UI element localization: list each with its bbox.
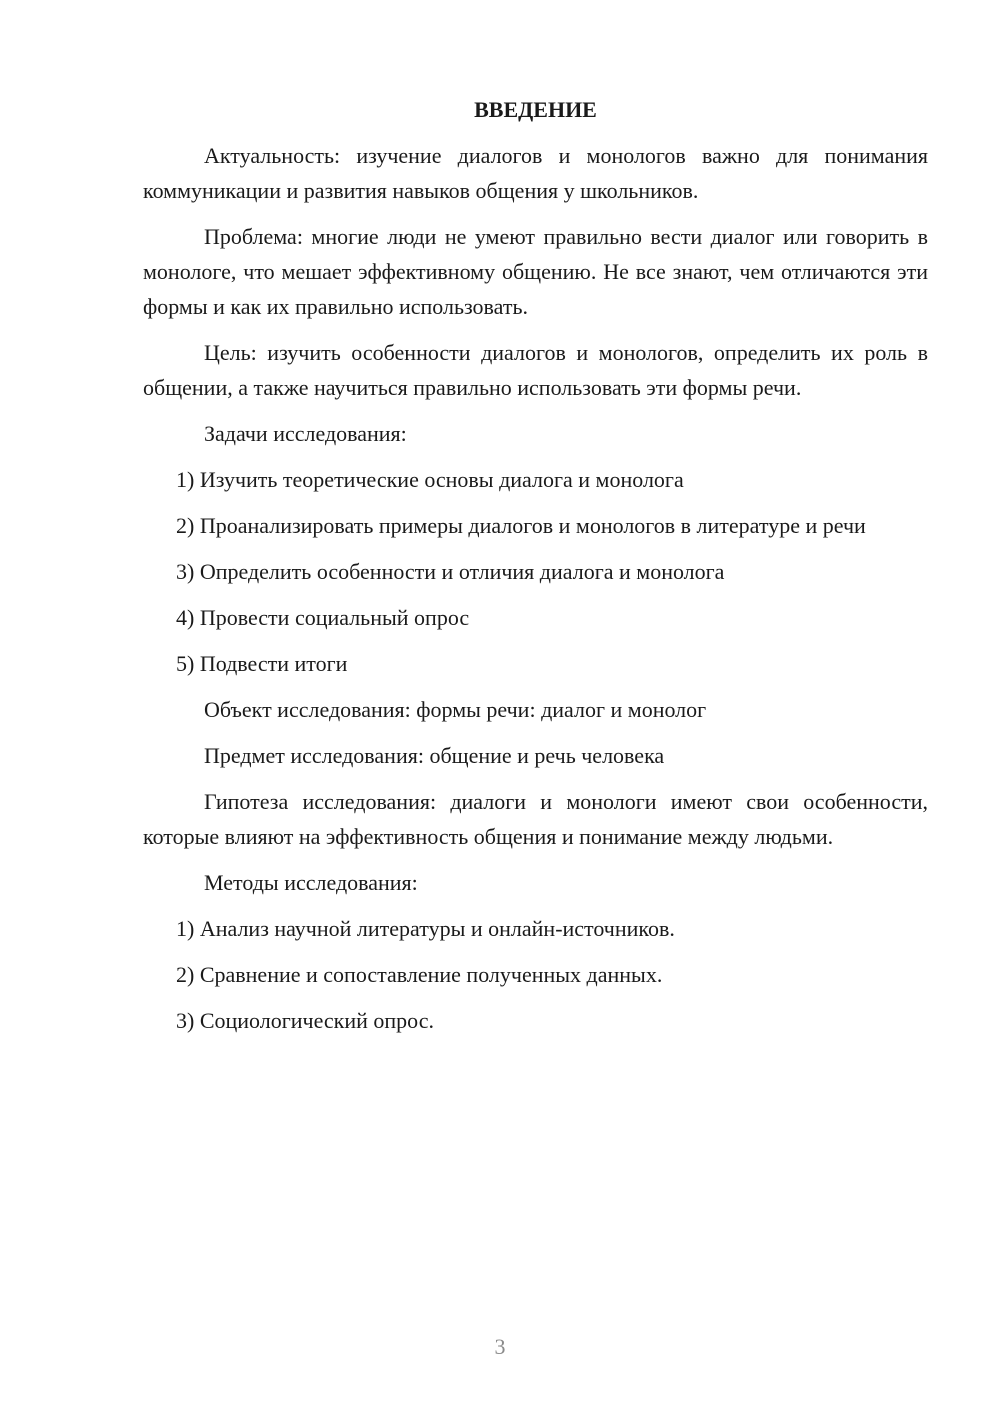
object-line: Объект исследования: формы речи: диалог и монолог (204, 697, 707, 722)
document-page (143, 92, 928, 1049)
task-item-5: 5) Подвести итоги (176, 651, 348, 676)
page-number: 3 (494, 1334, 506, 1359)
method-item-2: 2) Сравнение и сопоставление полученных данных. (176, 962, 663, 987)
task-item-3: 3) Определить особенности и отличия диалога и монолога (176, 559, 725, 584)
hypothesis-paragraph: Гипотеза исследования: диалоги и монологи имеют свои особенности, которые влияют на эффективность общения и понимание между людьми. (143, 789, 928, 849)
method-item-3: 3) Социологический опрос. (176, 1008, 434, 1033)
task-item-1: 1) Изучить теоретические основы диалога и монолога (176, 467, 684, 492)
subject-line: Предмет исследования: общение и речь человека (204, 743, 665, 768)
method-item-1: 1) Анализ научной литературы и онлайн-источников. (176, 916, 675, 941)
relevance-paragraph: Актуальность: изучение диалогов и монологов важно для понимания коммуникации и развития навыков общения у школьников. (143, 143, 928, 203)
problem-paragraph: Проблема: многие люди не умеют правильно вести диалог или говорить в монологе, что мешает эффективному общению. Не все знают, чем отличаются эти формы и как их правильно использовать. (143, 224, 928, 319)
tasks-heading: Задачи исследования: (204, 421, 407, 446)
methods-heading: Методы исследования: (204, 870, 418, 895)
goal-paragraph: Цель: изучить особенности диалогов и монологов, определить их роль в общении, а также научиться правильно использовать эти формы речи. (143, 340, 928, 400)
task-item-4: 4) Провести социальный опрос (176, 605, 470, 630)
section-title: ВВЕДЕНИЕ (474, 97, 597, 122)
task-item-2: 2) Проанализировать примеры диалогов и монологов в литературе и речи (176, 513, 866, 538)
